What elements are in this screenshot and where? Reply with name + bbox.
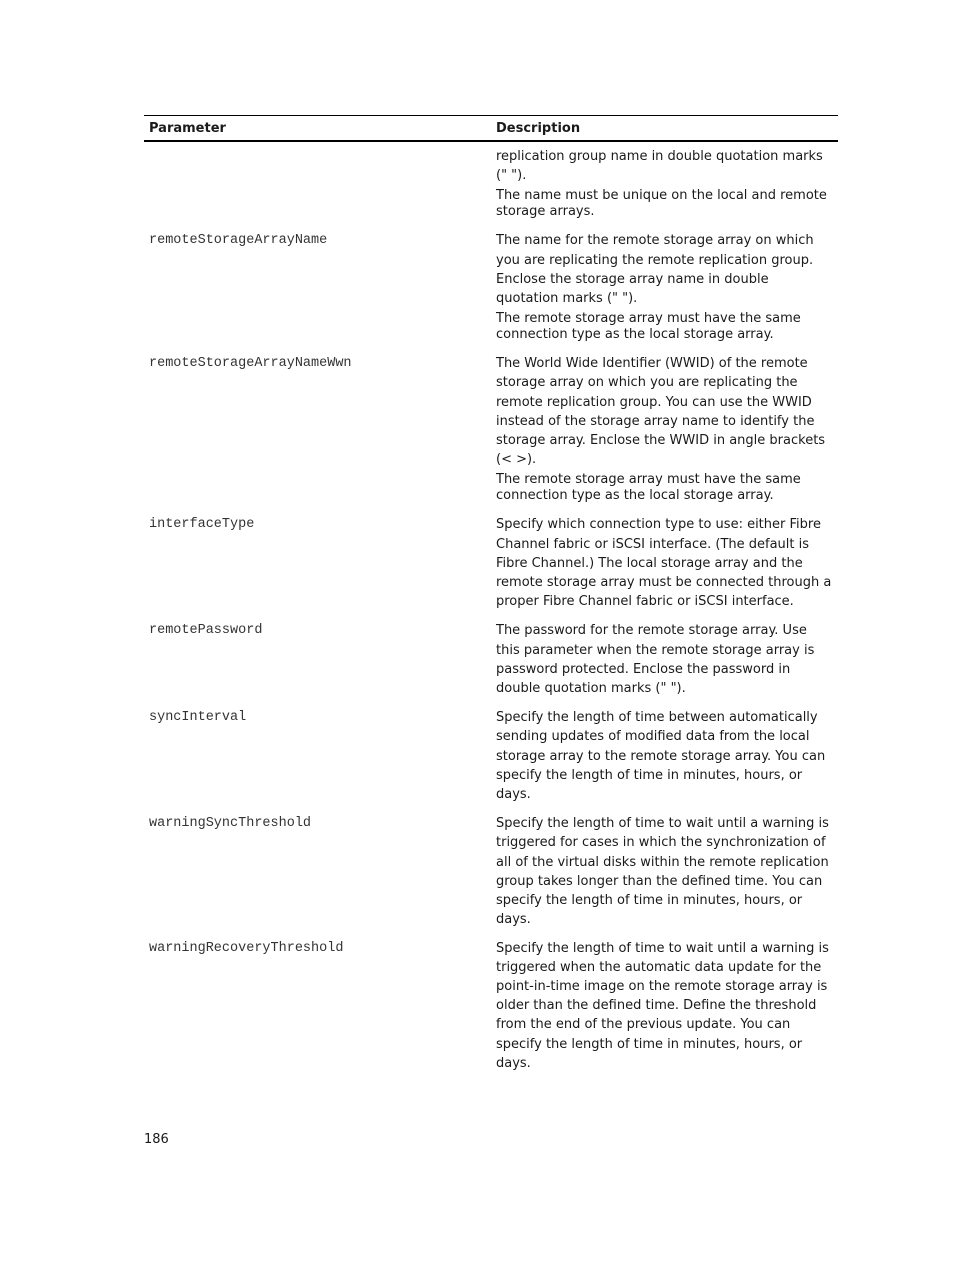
parameter-name: warningSyncThreshold (149, 816, 312, 832)
parameter-name: remoteStorageArrayName (149, 233, 328, 249)
description-paragraph: Specify the length of time to wait until a warning is triggered when the automatic data update for the point-in-time image on the remote storage array is older than the defined time. Define the threshold from the end of the previous update. You can specify the length of time in minutes, hours, or days. (496, 940, 829, 1071)
parameter-table (144, 115, 838, 1073)
parameter-description (491, 515, 838, 611)
parameter-description (491, 354, 838, 504)
parameter-description (491, 147, 838, 220)
table-row (144, 939, 838, 1073)
description-paragraph: Specify which connection type to use: either Fibre Channel fabric or iSCSI interface. (The default is Fibre Channel.) The local storage array and the remote storage array must be connected through a proper Fibre Channel fabric or iSCSI interface. (496, 517, 832, 610)
table-row (144, 515, 838, 611)
parameter-description (491, 814, 838, 929)
parameter-description (491, 231, 838, 343)
parameter-description (491, 621, 838, 698)
parameter-name: remoteStorageArrayNameWwn (149, 356, 352, 372)
table-row (144, 231, 838, 343)
description-paragraph: replication group name in double quotation marks (" "). (496, 149, 823, 184)
description-paragraph: The remote storage array must have the same connection type as the local storage array. (496, 472, 801, 504)
table-row (144, 708, 838, 804)
page-number: 186 (144, 1132, 169, 1147)
header-description: Description (496, 120, 581, 136)
parameter-description (491, 708, 838, 804)
description-paragraph: The password for the remote storage array. Use this parameter when the remote storage array is password protected. Enclose the password in double quotation marks (" "). (496, 623, 815, 697)
table-row (144, 354, 838, 504)
parameter-description (491, 939, 838, 1073)
description-paragraph: The remote storage array must have the same connection type as the local storage array. (496, 311, 801, 343)
table-row (144, 142, 838, 220)
parameter-name: interfaceType (149, 517, 255, 533)
table-header (144, 115, 838, 142)
parameter-name: syncInterval (149, 710, 247, 726)
description-paragraph: The name must be unique on the local and remote storage arrays. (496, 188, 827, 220)
parameter-name: remotePassword (149, 623, 263, 639)
description-paragraph: Specify the length of time to wait until a warning is triggered for cases in which the synchronization of all of the virtual disks within the remote replication group takes longer than the defined time. You can specify the length of time in minutes, hours, or days. (496, 816, 829, 928)
description-paragraph: Specify the length of time between automatically sending updates of modified data from the local storage array to the remote storage array. You can specify the length of time in minutes, hours, or days. (496, 710, 826, 803)
description-paragraph: The name for the remote storage array on which you are replicating the remote replication group. Enclose the storage array name in double quotation marks (" "). (496, 233, 814, 307)
table-row (144, 814, 838, 929)
description-paragraph: The World Wide Identifier (WWID) of the remote storage array on which you are replicating the remote replication group. You can use the WWID instead of the storage array name to identify the storage array. Enclose the WWID in angle brackets (< >). (496, 356, 826, 468)
parameter-name: warningRecoveryThreshold (149, 940, 344, 956)
parameter-name (144, 147, 491, 220)
header-parameter: Parameter (149, 120, 226, 136)
table-row (144, 621, 838, 698)
